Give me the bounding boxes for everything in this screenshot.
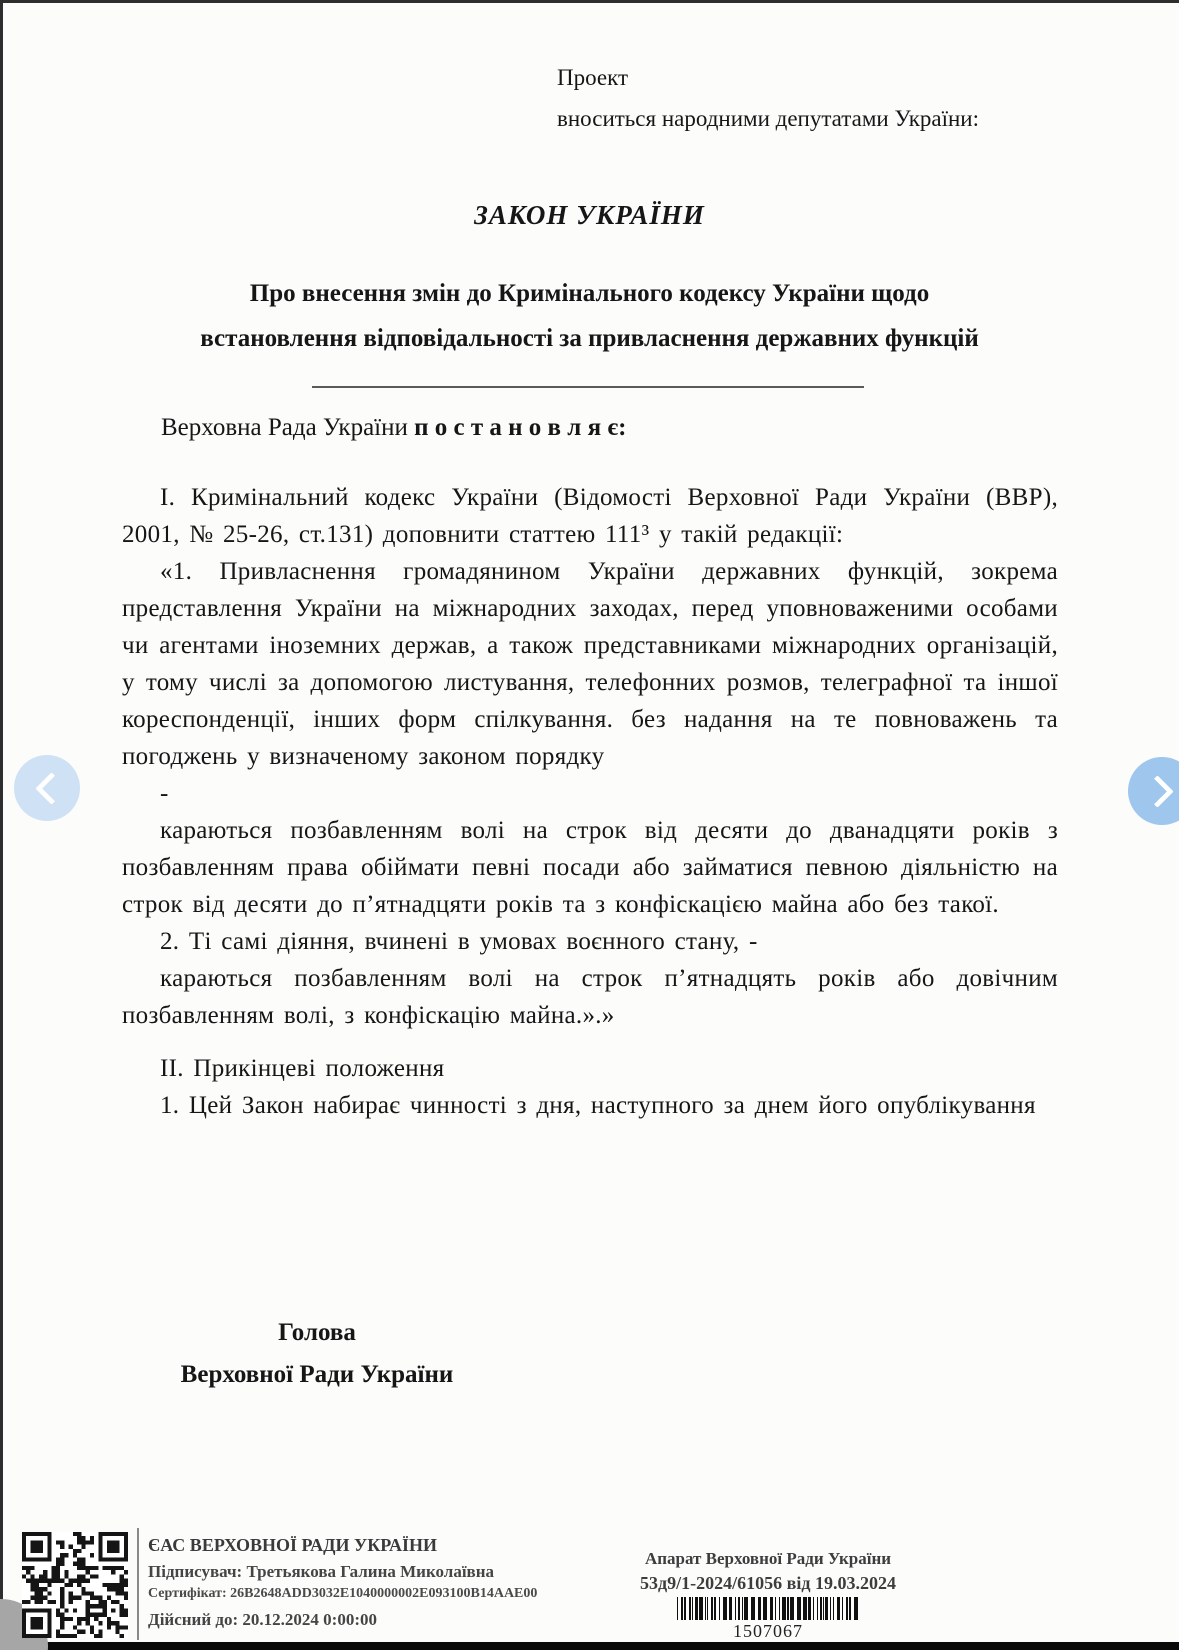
paragraph: ІІ. Прикінцеві положення <box>160 1055 445 1082</box>
qr-code <box>22 1528 128 1642</box>
paragraph: - <box>160 780 169 807</box>
signature-position-line2: Верховної Ради України <box>180 1361 454 1388</box>
registration-number-line: 53д9/1-2024/61056 від 19.03.2024 <box>640 1573 896 1593</box>
enacting-clause-normal: Верховна Рада України <box>161 414 415 441</box>
document-body <box>122 479 1058 1124</box>
digital-signature-stamp <box>148 1535 537 1630</box>
law-title: ЗАКОН УКРАЇНИ <box>474 200 705 230</box>
law-subtitle-line2: встановлення відповідальності за привласнення державних функцій <box>200 325 979 352</box>
barcode-number: 1507067 <box>733 1621 803 1641</box>
footer-divider <box>137 1528 139 1640</box>
law-subtitle <box>0 271 1179 361</box>
signer-line: Підписувач: Третьякова Галина Миколаївна <box>148 1562 495 1581</box>
signature-block <box>158 1312 476 1396</box>
paragraph: 2. Ті самі діяння, вчинені в умовах воєнного стану, - <box>160 928 758 955</box>
draft-header <box>557 57 979 139</box>
office-line: Апарат Верховної Ради України <box>644 1549 892 1568</box>
enacting-clause-bold: п о с т а н о в л я є: <box>414 414 627 441</box>
signature-position-line1: Голова <box>278 1319 356 1346</box>
eas-title: ЄАС ВЕРХОВНОЇ РАДИ УКРАЇНИ <box>148 1535 437 1555</box>
certificate-line: Сертифікат: 26B2648ADD3032E1040000002E093100B14AAE00 <box>148 1586 538 1601</box>
enacting-clause <box>161 414 627 442</box>
paragraph: 1. Цей Закон набирає чинності з дня, наступного за днем його опублікування <box>160 1092 1036 1119</box>
paragraph: караються позбавленням волі на строк п’ятнадцять років або довічним позбавленням волі, з конфіскацію майна.».» <box>122 965 1058 1029</box>
paragraph: «1. Привласнення громадянином України державних функцій, зокрема представлення України на міжнародних заходах, перед уповноваженими особами чи агентами іноземних держав, а також представниками міжнародних організацій, у тому числі за допомогою листування, телефонних розмов, телеграфної та іншої кореспонденції, інших форм спілкування. без надання на те повноважень та погоджень у визначеному законом порядку <box>122 558 1058 770</box>
chevron-left-icon <box>35 772 68 805</box>
page-edge-top <box>0 0 1179 3</box>
submitted-by-label: вноситься народними депутатами України: <box>557 106 979 131</box>
page-bottom-bar <box>0 1642 1179 1650</box>
paragraph: І. Кримінальний кодекс України (Відомості Верховної Ради України (ВВР), 2001, № 25-26, ст.131) доповнити статтею 111³ у такій редакції: <box>122 484 1058 548</box>
paragraph: караються позбавленням волі на строк від десяти до дванадцяти років з позбавленням права обіймати певні посади або займатися певною діяльністю на строк від десяти до п’ятнадцяти років та з конфіскацією майна або без такої. <box>122 817 1058 918</box>
prev-page-button[interactable] <box>14 755 80 821</box>
chevron-right-icon <box>1141 775 1174 808</box>
page-edge-left <box>0 0 3 1650</box>
draft-label: Проект <box>557 65 629 90</box>
registration-block <box>634 1549 902 1642</box>
valid-until-line: Дійсний до: 20.12.2024 0:00:00 <box>148 1610 377 1629</box>
title-divider <box>312 386 864 388</box>
barcode <box>677 1597 859 1620</box>
next-page-button[interactable] <box>1128 757 1179 825</box>
law-subtitle-line1: Про внесення змін до Кримінального кодексу України щодо <box>249 280 930 307</box>
